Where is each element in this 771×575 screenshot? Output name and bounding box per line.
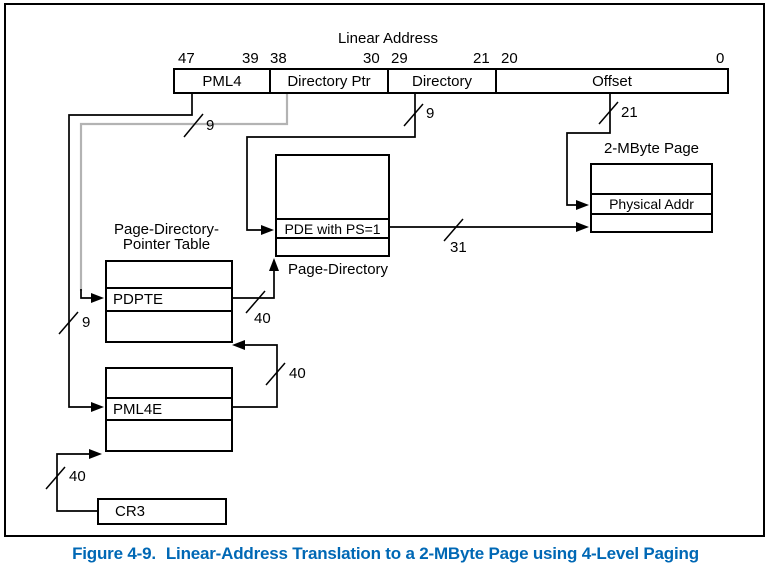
- field-offset: Offset: [495, 70, 727, 92]
- bus-slash-directory: [404, 104, 423, 126]
- page-directory-label: Page-Directory: [288, 261, 389, 278]
- arrowhead-into-pml4e: [91, 402, 104, 412]
- two-mbyte-page-box: [590, 163, 713, 233]
- linear-address-title: Linear Address: [337, 30, 439, 47]
- pdpt-label-line1: Page-Directory-: [113, 221, 220, 238]
- bit-label-0: 0: [716, 50, 725, 67]
- cr3-label: CR3: [115, 503, 146, 520]
- bit-label-38: 38: [270, 50, 287, 67]
- pdpt-label: [100, 222, 233, 252]
- cr3-box: [97, 498, 227, 525]
- bit-label-21: 21: [473, 50, 490, 67]
- bus-slash-cr3: [46, 467, 65, 489]
- arrowhead-into-pdpte: [91, 293, 104, 303]
- pml4e-entry: PML4E: [107, 397, 231, 421]
- arrowhead-into-page: [576, 222, 589, 232]
- bus-width-pml4: 9: [82, 314, 91, 331]
- arrowhead-into-physical-addr: [576, 200, 589, 210]
- pml4-table: [105, 367, 233, 452]
- page-label: 2-MByte Page: [603, 140, 700, 157]
- pdpte-entry: PDPTE: [107, 287, 231, 312]
- linear-address-field-box: [173, 68, 729, 94]
- figure-caption-number: Figure 4-9.: [72, 544, 156, 563]
- bit-label-47: 47: [178, 50, 195, 67]
- bus-slash-pml4e: [266, 363, 285, 385]
- field-pml4: PML4: [202, 72, 242, 90]
- pde-entry: PDE with PS=1: [277, 218, 388, 239]
- arrowhead-into-pdpt: [232, 340, 245, 350]
- pdpt-empty-row: [107, 262, 231, 287]
- bit-label-20: 20: [501, 50, 518, 67]
- pdpt-label-line2: Pointer Table: [122, 236, 211, 253]
- bus-width-offset: 21: [621, 104, 638, 121]
- bus-slash-pde: [444, 219, 463, 241]
- bit-label-39: 39: [242, 50, 259, 67]
- page-bottom-row: [592, 215, 711, 231]
- arrowhead-into-pml4-table: [89, 449, 102, 459]
- pdpt-table: [105, 260, 233, 343]
- field-directory-ptr: Directory Ptr: [269, 70, 387, 92]
- arrowhead-into-page-directory: [269, 258, 279, 271]
- page-directory-bottom-row: [277, 239, 388, 255]
- pml4-bottom-row: [107, 421, 231, 450]
- field-directory: Directory: [387, 70, 495, 92]
- page-directory-table: [275, 154, 390, 257]
- bus-width-directory: 9: [426, 105, 435, 122]
- pdpt-bottom-row: [107, 312, 231, 341]
- page-directory-empty-row: [277, 156, 388, 218]
- figure-caption: [0, 544, 771, 564]
- physical-addr-entry: Physical Addr: [592, 193, 711, 215]
- bus-slash-directory-ptr: [184, 114, 203, 137]
- wire-pml4e-to-pdpt: [233, 345, 277, 407]
- wire-pdpte-to-page-directory: [233, 269, 274, 298]
- bus-width-directory-ptr: 9: [206, 117, 215, 134]
- page-empty-row: [592, 165, 711, 193]
- bus-width-cr3: 40: [69, 468, 86, 485]
- pml4-empty-row: [107, 369, 231, 397]
- bus-width-pml4e: 40: [289, 365, 306, 382]
- bus-width-pdpte: 40: [254, 310, 271, 327]
- bus-slash-offset: [599, 102, 618, 124]
- bus-width-pde: 31: [450, 239, 467, 256]
- bit-label-29: 29: [391, 50, 408, 67]
- arrowhead-into-pde: [261, 225, 274, 235]
- bit-label-30: 30: [363, 50, 380, 67]
- figure-caption-title: Linear-Address Translation to a 2-MByte Page using 4-Level Paging: [165, 544, 699, 563]
